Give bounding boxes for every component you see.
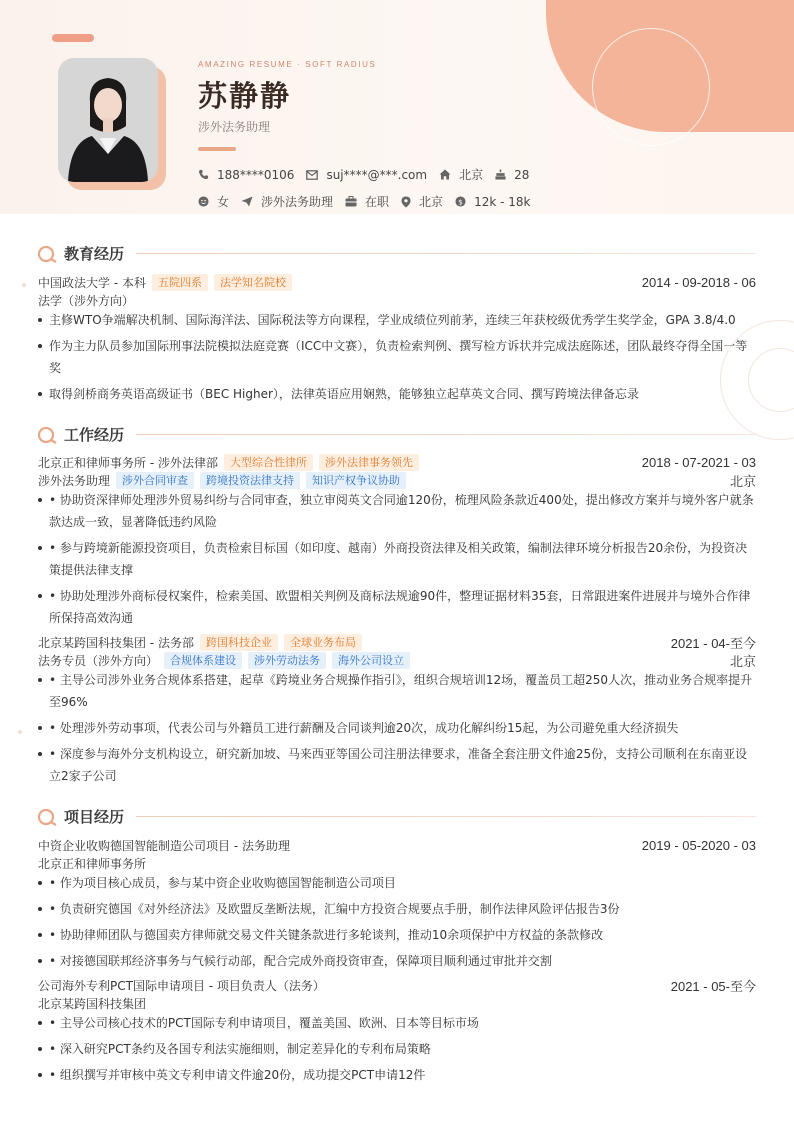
project-header-row — [38, 836, 756, 854]
target-city-info — [401, 193, 443, 210]
section-divider — [136, 816, 756, 817]
projects-section-title — [38, 806, 756, 827]
decorative-dot — [18, 730, 22, 734]
project-bullet: • 作为项目核心成员，参与某中资企业收购德国智能制造公司项目 — [38, 872, 756, 894]
section-marker-icon — [38, 807, 58, 827]
job-bullet: • 协助资深律师处理涉外贸易纠纷与合同审查，独立审阅英文合同逾120份，梳理风险条款近400处，提出修改方案并与境外客户就条款达成一致，显著降低违约风险 — [38, 489, 756, 533]
section-divider — [136, 253, 756, 254]
briefcase-icon — [345, 196, 357, 207]
position-tag: 涉外合同审查 — [116, 472, 194, 489]
company-name: 北京某跨国科技集团 - 法务部 — [38, 635, 194, 650]
work-section-title — [38, 424, 756, 445]
job-city: 北京 — [729, 653, 756, 669]
city-text: 北京 — [459, 168, 484, 182]
school-name: 中国政法大学 - 本科 — [38, 275, 146, 290]
gender-text: 女 — [217, 195, 230, 209]
job-bullet: • 参与跨境新能源投资项目，负责检索目标国（如印度、越南）外商投资法律及相关政策，编制法律环境分析报告20余份，为投资决策提供法律支撑 — [38, 537, 756, 581]
target-role-text: 涉外法务助理 — [261, 195, 334, 209]
education-header-row — [38, 273, 756, 291]
company-name: 北京正和律师事务所 - 涉外法律部 — [38, 455, 218, 470]
decorative-bar — [52, 34, 94, 42]
decorative-dot — [22, 283, 26, 287]
major-name: 法学（涉外方向） — [38, 293, 135, 308]
phone-icon — [198, 169, 209, 180]
project-org-row — [38, 854, 756, 872]
candidate-name: 苏静静 — [198, 79, 292, 113]
position-tag: 知识产权争议协助 — [306, 472, 406, 489]
status-row — [198, 193, 542, 210]
company-tag: 涉外法律事务领先 — [319, 454, 419, 471]
job-status-info — [345, 193, 389, 210]
job-header-row — [38, 453, 756, 471]
company-tag: 全球业务布局 — [284, 634, 362, 651]
education-bullet: 取得剑桥商务英语高级证书（BEC Higher），法律英语应用娴熟，能够独立起草英文合同、撰写跨境法律备忘录 — [38, 383, 756, 405]
accent-line — [198, 147, 236, 151]
project-bullet: • 主导公司核心技术的PCT国际专利申请项目，覆盖美国、欧洲、日本等目标市场 — [38, 1012, 756, 1034]
cake-icon — [495, 169, 506, 180]
work-heading: 工作经历 — [64, 426, 125, 444]
candidate-role: 涉外法务助理 — [198, 120, 271, 134]
project-header-row — [38, 976, 756, 994]
project-bullet: • 组织撰写并审核中英文专利申请文件逾20份，成功提交PCT申请12件 — [38, 1064, 756, 1086]
projects-heading: 项目经历 — [64, 808, 125, 826]
age-text: 28 — [514, 167, 530, 182]
project-date: 2019 - 05-2020 - 03 — [641, 837, 756, 853]
project-bullet: • 负责研究德国《对外经济法》及欧盟反垄断法规，汇编中方投资合规要点手册，制作法律风险评估报告3份 — [38, 898, 756, 920]
position-tag: 海外公司设立 — [332, 652, 410, 669]
position-tag: 涉外劳动法务 — [248, 652, 326, 669]
section-divider — [136, 434, 756, 435]
position-tag: 跨境投资法律支持 — [200, 472, 300, 489]
salary-text: 12k - 18k — [474, 194, 531, 209]
job-city: 北京 — [729, 473, 756, 489]
section-marker-icon — [38, 244, 58, 264]
job-date: 2021 - 04-至今 — [670, 635, 756, 651]
target-role-info — [241, 193, 333, 210]
decorative-ring — [592, 28, 710, 146]
phone-info — [198, 168, 294, 182]
job-date: 2018 - 07-2021 - 03 — [641, 454, 756, 470]
project-bullet: • 对接德国联邦经济事务与气候行动部，配合完成外商投资审查，保障项目顺利通过审批并交割 — [38, 950, 756, 972]
target-city-text: 北京 — [419, 195, 444, 209]
gender-info — [198, 193, 229, 210]
svg-text:$: $ — [458, 197, 463, 207]
company-tag: 大型综合性律所 — [224, 454, 313, 471]
job-position-row — [38, 471, 756, 489]
salary-info — [455, 195, 530, 209]
salary-icon — [455, 196, 466, 207]
job-status-text: 在职 — [365, 195, 390, 209]
education-bullet: 主修WTO争端解决机制、国际海洋法、国际税法等方向课程，学业成绩位列前茅，连续三年获校级优秀学生奖学金，GPA 3.8/4.0 — [38, 309, 756, 331]
project-bullet: • 协助律师团队与德国卖方律师就交易文件关键条款进行多轮谈判，推动10余项保护中方权益的条款修改 — [38, 924, 756, 946]
education-date: 2014 - 09-2018 - 06 — [641, 274, 756, 290]
project-name: 公司海外专利PCT国际申请项目 - 项目负责人（法务） — [38, 978, 325, 993]
email-info — [306, 168, 427, 182]
education-section-title — [38, 243, 756, 264]
education-bullet: 作为主力队员参加国际刑事法院模拟法庭竞赛（ICC中文赛），负责检索判例、撰写检方诉状并完成法庭陈述，团队最终夺得全国一等奖 — [38, 335, 756, 379]
job-bullet: • 主导公司涉外业务合规体系搭建，起草《跨境业务合规操作指引》，组织合规培训12场，覆盖员工超250人次，推动业务合规率提升至96% — [38, 669, 756, 713]
resume-header — [0, 0, 794, 214]
job-bullet: • 深度参与海外分支机构设立，研究新加坡、马来西亚等国公司注册法律要求，准备全套注册文件逾25份，支持公司顺利在东南亚设立2家子公司 — [38, 743, 756, 787]
phone-text: 188****0106 — [217, 167, 295, 182]
project-bullet: • 深入研究PCT条约及各国专利法实施细则，制定差异化的专利布局策略 — [38, 1038, 756, 1060]
home-icon — [439, 169, 451, 180]
job-bullet: • 处理涉外劳动事项，代表公司与外籍员工进行薪酬及合同谈判逾20次，成功化解纠纷15起，为公司避免重大经济损失 — [38, 717, 756, 739]
email-text: suj****@***.com — [326, 167, 428, 182]
location-icon — [401, 196, 411, 208]
position-tag: 合规体系建设 — [164, 652, 242, 669]
job-position-row — [38, 651, 756, 669]
education-heading: 教育经历 — [64, 245, 125, 263]
job-bullet: • 协助处理涉外商标侵权案件，检索美国、欧盟相关判例及商标法规逾90件，整理证据材料35套，日常跟进案件进展并与境外合作律所保持高效沟通 — [38, 585, 756, 629]
mail-icon — [306, 170, 318, 180]
project-org: 北京正和律师事务所 — [38, 856, 147, 871]
gender-icon — [198, 196, 209, 207]
company-tag: 跨国科技企业 — [200, 634, 278, 651]
school-tag: 五院四系 — [152, 274, 208, 291]
job-position: 法务专员（涉外方向） — [38, 653, 159, 668]
send-icon — [241, 196, 253, 207]
profile-photo — [58, 58, 158, 182]
major-row — [38, 291, 756, 309]
resume-tagline: AMAZING RESUME · SOFT RADIUS — [198, 60, 377, 69]
home-info — [439, 166, 483, 183]
section-marker-icon — [38, 425, 58, 445]
project-org-row — [38, 994, 756, 1012]
contact-row — [198, 166, 541, 183]
project-org: 北京某跨国科技集团 — [38, 996, 147, 1011]
project-date: 2021 - 05-至今 — [670, 978, 756, 994]
school-tag: 法学知名院校 — [214, 274, 292, 291]
job-header-row — [38, 633, 756, 651]
job-position: 涉外法务助理 — [38, 473, 111, 488]
project-name: 中资企业收购德国智能制造公司项目 - 法务助理 — [38, 838, 290, 853]
age-info — [495, 168, 529, 182]
